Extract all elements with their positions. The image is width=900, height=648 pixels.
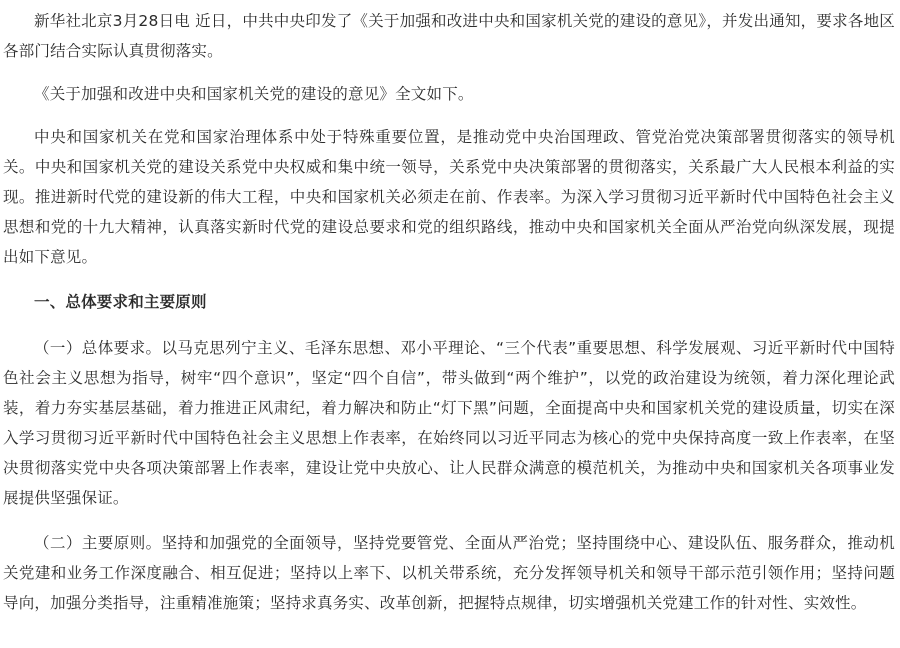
main-principles-paragraph: （二）主要原则。坚持和加强党的全面领导，坚持党要管党、全面从严治党；坚持围绕中心、建设队伍、服务群众，推动机关党建和业务工作深度融合、相互促进；坚持以上率下、以机关带系统，充分发挥领导机关和领导干部示范引领作用；坚持问题导向，加强分类指导，注重精准施策；坚持求真务实、改革创新，把握特点规律，切实增强机关党建工作的针对性、实效性。 [3, 534, 895, 612]
general-requirements-paragraph: （一）总体要求。以马克思列宁主义、毛泽东思想、邓小平理论、“三个代表”重要思想、科学发展观、习近平新时代中国特色社会主义思想为指导，树牢“四个意识”，坚定“四个自信”，带头做到“两个维护”，以党的政治建设为统领，着力深化理论武装，着力夯实基层基础，着力推进正风肃纪，着力解决和防止“灯下黑”问题，全面提高中央和国家机关党的建设质量，切实在深入学习贯彻习近平新时代中国特色社会主义思想上作表率，在始终同以习近平同志为核心的党中央保持高度一致上作表率，在坚决贯彻落实党中央各项决策部署上作表率，建设让党中央放心、让人民群众满意的模范机关，为推动中央和国家机关各项事业发展提供坚强保证。 [3, 339, 895, 507]
dateline-paragraph: 新华社北京3月28日电 近日，中共中央印发了《关于加强和改进中央和国家机关党的建设的意见》，并发出通知，要求各地区各部门结合实际认真贯彻落实。 [3, 12, 895, 60]
preamble-paragraph: 中央和国家机关在党和国家治理体系中处于特殊重要位置，是推动党中央治国理政、管党治党决策部署贯彻落实的领导机关。中央和国家机关党的建设关系党中央权威和集中统一领导，关系党中央决策部署的贯彻落实，关系最广大人民根本利益的实现。推进新时代党的建设新的伟大工程，中央和国家机关必须走在前、作表率。为深入学习贯彻习近平新时代中国特色社会主义思想和党的十九大精神，认真落实新时代党的建设总要求和党的组织路线，推动中央和国家机关全面从严治党向纵深发展，现提出如下意见。 [3, 128, 895, 266]
intro-paragraph: 《关于加强和改进中央和国家机关党的建设的意见》全文如下。 [34, 85, 474, 103]
section-heading: 一、总体要求和主要原则 [34, 293, 207, 311]
